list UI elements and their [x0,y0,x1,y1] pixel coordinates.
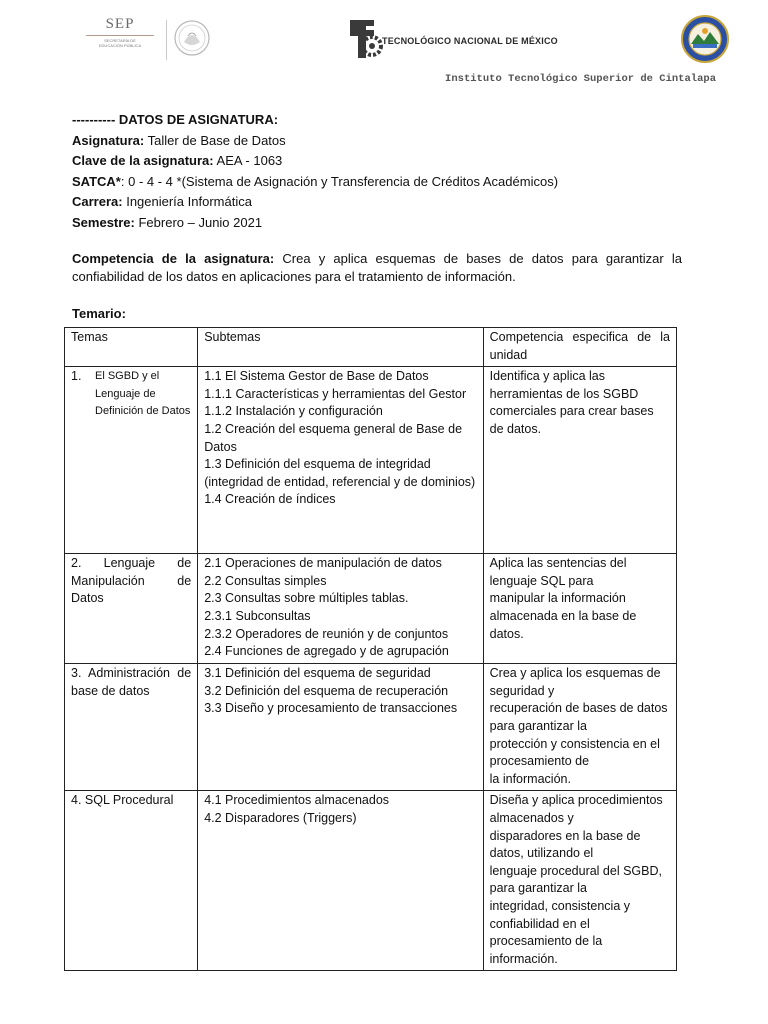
competencia-line: Crea y aplica los esquemas de [489,666,661,681]
table-row [65,664,677,791]
semestre-line [72,213,692,234]
carrera-line [72,192,692,213]
subtema-item: 1.1 El Sistema Gestor de Base de Datos [204,369,429,384]
document-header [0,0,768,95]
sep-logo [70,16,230,72]
competencia-text: Crea y aplica esquemas de bases de datos para garantizar la confiabilidad de los datos en aplicaciones para el tratamiento de información. [72,251,682,284]
subtema-item: 2.3 Consultas sobre múltiples tablas. [204,591,409,606]
competencia-label: Competencia de la asignatura: [72,251,275,266]
competencia-paragraph [72,250,682,286]
subtema-item: 3.2 Definición del esquema de recuperación [204,683,449,698]
satca-value: : 0 - 4 - 4 *(Sistema de Asignación y Transferencia de Créditos Académicos) [120,173,559,189]
sep-subtitle-2: EDUCACIÓN PÚBLICA [98,43,142,48]
subtemas-cell [198,554,483,664]
competencia-line: procesamiento de [489,754,590,769]
asignatura-value: Taller de Base de Datos [144,132,286,148]
competencia-line: lenguaje procedural del SGBD, [489,863,662,878]
competencia-line: seguridad y [489,683,555,698]
subtema-item: 2.2 Consultas simples [204,573,327,588]
subtema-item: 4.2 Disparadores (Triggers) [204,810,357,825]
satca-label: SATCA* [72,173,121,189]
section-title: ---------- DATOS DE ASIGNATURA: [72,112,279,127]
clave-label: Clave de la asignatura: [72,153,214,168]
competencia-line: disparadores en la base de [489,828,641,843]
tecnm-name: TECNOLÓGICO NACIONAL DE MÉXICO [382,36,558,46]
table-row [65,367,677,554]
competencia-line: datos, utilizando el [489,846,594,861]
subtema-item: 2.1 Operaciones de manipulación de datos [204,556,442,571]
sep-subtitle-1: SECRETARÍA DE [104,38,136,43]
asignatura-line [72,131,692,152]
subtema-item: 4.1 Procedimientos almacenados [204,793,390,808]
competencia-cell [483,791,676,971]
semestre-label: Semestre: [72,214,135,230]
asignatura-label: Asignatura: [72,132,145,148]
table-row [65,554,677,664]
competencia-line: manipular la información almacenada en la base de datos. [489,591,637,641]
clave-value: AEA - 1063 [213,153,283,168]
semestre-value: Febrero – Junio 2021 [134,214,263,230]
temario-title: Temario: [72,306,126,321]
subtemas-cell [198,367,483,554]
carrera-label: Carrera: [72,194,123,209]
competencia-line: protección y consistencia en el [489,736,660,751]
header-competencia: Competencia especifica de la unidad [483,328,676,367]
subtema-item: 2.3.2 Operadores de reunión y de conjuntos [204,626,449,641]
competencia-line: la información. [489,771,571,786]
tema-cell: 3. Administración de base de datos [65,664,198,791]
subtema-item: 1.2 Creación del esquema general de Base de Datos [204,421,463,454]
competencia-line: lenguaje SQL para [489,573,594,588]
table-row [65,791,677,971]
competencia-line: Diseña y aplica procedimientos [489,793,663,808]
subtema-item: 3.3 Diseño y procesamiento de transacciones [204,701,458,716]
clave-line [72,151,692,172]
header-temas: Temas [65,328,198,367]
competencia-line: Aplica las sentencias del [489,556,627,571]
table-header-row [65,328,677,367]
subtema-item: 2.3.1 Subconsultas [204,608,311,623]
competencia-line: para garantizar la [489,881,587,896]
tema-cell [65,367,198,554]
sep-title: SEP [105,16,135,32]
subject-data [72,110,692,233]
tema-cell: 4. SQL Procedural [65,791,198,971]
institute-name: Instituto Tecnológico Superior de Cintalapa [445,73,716,85]
header-subtemas: Subtemas [198,328,483,367]
subtema-item: 2.4 Funciones de agregado y de agrupación [204,644,449,659]
competencia-cell [483,554,676,664]
tema-number: 1. [71,369,82,384]
tema-cell: 2. Lenguaje de Manipulación de Datos [65,554,198,664]
subtema-item: 3.1 Definición del esquema de seguridad [204,666,431,681]
competencia-line: procesamiento de la información. [489,934,603,966]
subtema-item: 1.1.1 Características y herramientas del Gestor [204,386,467,401]
competencia-cell: Identifica y aplica las herramientas de los SGBD comerciales para crear bases de datos. [483,367,676,554]
subtemas-cell [198,791,483,971]
mexico-seal-icon [172,18,212,58]
temario-table [64,327,677,971]
tecnm-logo-icon [344,16,384,62]
competencia-line: integridad, consistencia y [489,898,631,913]
subtema-item: 1.4 Creación de índices [204,492,336,507]
subtema-item: 1.1.2 Instalación y configuración [204,404,383,419]
competencia-line: confiabilidad en el [489,916,590,931]
subtemas-cell [198,664,483,791]
carrera-value: Ingeniería Informática [122,194,252,209]
subtema-item: 1.3 Definición del esquema de integridad (integridad de entidad, referencial y de dominios) [204,457,476,489]
competencia-line: almacenados y [489,810,574,825]
satca-line [72,172,692,193]
competencia-cell [483,664,676,791]
competencia-line: para garantizar la [489,718,587,733]
competencia-line: recuperación de bases de datos [489,701,668,716]
institute-seal-icon [680,14,730,64]
tema-text: El SGBD y el Lenguaje de Definición de Datos [95,370,191,418]
